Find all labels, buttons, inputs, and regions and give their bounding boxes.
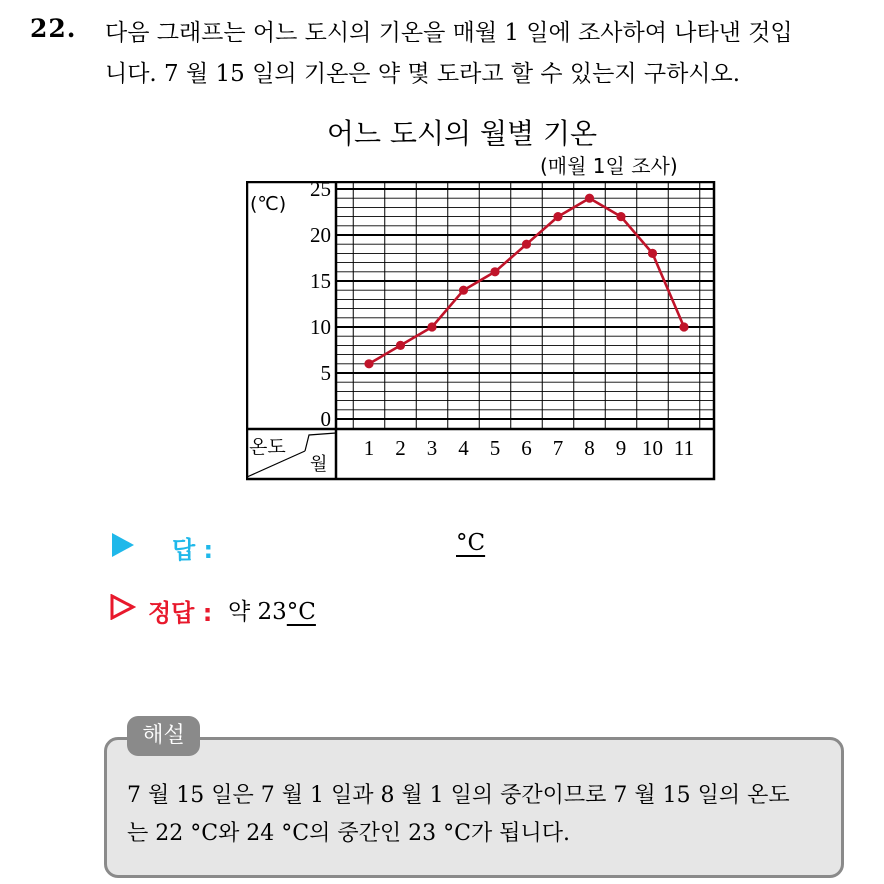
explanation-tag: 해설	[127, 716, 200, 756]
y-tick-label: 25	[310, 181, 331, 201]
answer-label: 답 :	[172, 536, 214, 564]
x-tick-label: 4	[458, 436, 469, 460]
x-tick-label: 10	[642, 436, 663, 460]
y-tick-label: 10	[310, 315, 331, 339]
play-triangle-icon	[112, 533, 134, 557]
x-tick-label: 2	[395, 436, 406, 460]
correct-answer-unit: °C	[286, 599, 316, 625]
data-point	[396, 341, 405, 350]
chart-grid	[336, 182, 714, 429]
explanation-line-2: 는 22 °C와 24 °C의 중간인 23 °C가 됩니다.	[127, 821, 570, 846]
question-text-line-2: 니다. 7 월 15 일의 기온은 약 몇 도라고 할 수 있는지 구하시오.	[105, 61, 741, 87]
y-tick-label: 5	[320, 361, 331, 385]
data-point	[459, 286, 468, 295]
data-point	[522, 240, 531, 249]
chart-subtitle: (매월 1일 조사)	[540, 154, 678, 178]
data-point	[679, 322, 688, 331]
correct-answer-number: 약 23	[228, 599, 287, 625]
data-point	[616, 212, 625, 221]
y-axis-unit-label: (℃)	[250, 193, 287, 215]
question-text-line-1: 다음 그래프는 어느 도시의 기온을 매월 1 일에 조사하여 나타낸 것입	[105, 20, 793, 46]
temperature-line-chart	[246, 181, 716, 481]
explanation-line-1: 7 월 15 일은 7 월 1 일과 8 월 1 일의 중간이므로 7 월 15 일의 온도	[127, 783, 790, 808]
data-point	[364, 359, 373, 368]
x-tick-label: 6	[521, 436, 532, 460]
data-point	[648, 249, 657, 258]
data-point	[553, 212, 562, 221]
header-right-label: 월	[310, 454, 328, 475]
data-point	[585, 194, 594, 203]
outlined-triangle-icon	[110, 594, 136, 620]
header-left-label: 온도	[249, 436, 286, 458]
y-tick-labels	[310, 181, 331, 431]
y-tick-label: 15	[310, 269, 331, 293]
chart-title: 어느 도시의 월별 기온	[326, 117, 598, 150]
answer-unit-blank[interactable]: °C	[456, 530, 486, 556]
correct-answer-label: 정답 :	[148, 599, 213, 627]
x-tick-labels	[364, 436, 694, 460]
x-tick-label: 3	[426, 436, 438, 460]
x-tick-label: 7	[552, 436, 564, 460]
data-point	[490, 267, 499, 276]
correct-answer-value	[228, 593, 316, 626]
data-point	[427, 322, 436, 331]
x-tick-label: 11	[673, 436, 695, 460]
x-tick-label: 9	[615, 436, 627, 460]
y-tick-label: 20	[310, 223, 331, 247]
y-tick-label: 0	[320, 407, 331, 431]
x-tick-label: 8	[584, 436, 595, 460]
question-number: 22.	[30, 14, 77, 43]
x-tick-label: 1	[363, 436, 375, 460]
x-tick-label: 5	[489, 436, 501, 460]
